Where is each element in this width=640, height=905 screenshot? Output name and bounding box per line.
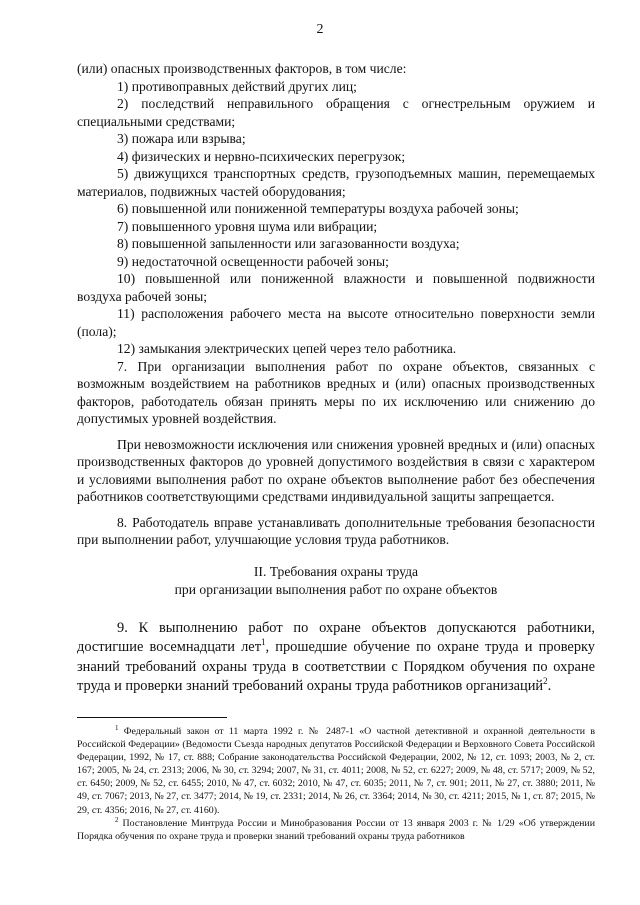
list-item-7: 7) повышенного уровня шума или вибрации; [117,218,378,234]
paragraph-continuation: (или) опасных производственных факторов, в том числе: [77,61,407,76]
list-item-11: 11) расположения рабочего места на высоте относительно поверхности земли (пола); [77,306,595,339]
footnote-1-mark: 1 [115,724,119,732]
footnote-ref-2: 2 [543,676,548,686]
section-subheading: при организации выполнения работ по охране объектов [174,581,498,597]
footnotes [77,725,595,843]
list-item-2: 2) последствий неправильного обращения с огнестрельным оружием и специальными средствами; [77,96,595,129]
paragraph-8: 8. Работодатель вправе устанавливать дополнительные требования безопасности при выполнении работ, улучшающие условия труда работников. [77,514,595,547]
list-item-1: 1) противоправных действий других лиц; [117,78,357,94]
list-item-12: 12) замыкания электрических цепей через тело работника. [117,341,457,356]
list-item-3: 3) пожара или взрыва; [117,131,246,146]
section-heading: II. Требования охраны труда [253,563,419,579]
footnote-ref-1: 1 [261,637,266,647]
main-text [77,60,595,697]
list-item-5: 5) движущихся транспортных средств, грузоподъемных машин, перемещаемых материалов, подвижных частей оборудования; [77,166,595,199]
footnote-1-text: Федеральный закон от 11 марта 1992 г. № 2487-1 «О частной детективной и охранной деятельности в Российской Федерации» (Ведомости Съезда народных депутатов Российской Федерации и Верховного Совета Российской Федерации, 1992, № 17, ст. 888; Собрание законодательства Российской Федерации, 2002, № 12, ст. 1093; 2003, № 2, ст. 167; 2005, № 24, ст. 2313; 2006, № 30, ст. 3294; 2007, № 31, ст. 4011; 2008, № 52, ст. 6227; 2009, № 48, ст. 5717; 2009, № 52, ст. 6450; 2009, № 52, ст. 6455; 2010, № 47, ст. 6032; 2010, № 47, ст. 6035; 2011, № 7, ст. 901; 2011, № 27, ст. 3880; 2011, № 49, ст. 7067; 2013, № 27, ст. 3477; 2014, № 19, ст. 2331; 2014, № 26, ст. 3364; 2014, № 30, ст. 4211; 2015, № 1, ст. 87; 2015, № 29, ст. 4356; 2016, № 27, ст. 4160). [77,726,595,816]
paragraph-7: 7. При организации выполнения работ по охране объектов, связанных с возможным воздействием на работников вредных и (или) опасных производственных факторов, работодатель обязан принять меры по их исключению или снижению до допустимых уровней воздействия. [77,358,595,426]
list-item-9: 9) недостаточной освещенности рабочей зоны; [117,253,389,269]
list-item-6: 6) повышенной или пониженной температуры воздуха рабочей зоны; [117,201,519,216]
paragraph-9 [77,619,595,697]
footnote-2 [77,817,595,843]
paragraph-9-text-a: 9. К выполнению работ по охране объектов допускаются работники, достигшие восемнадцати лет [77,619,595,655]
footnote-separator [77,717,227,718]
list-item-4: 4) физических и нервно-психических перегрузок; [117,148,406,164]
list-item-10: 10) повышенной или пониженной влажности и повышенной подвижности воздуха рабочей зоны; [77,271,595,304]
page-number: 2 [316,22,324,37]
paragraph-7-continued: При невозможности исключения или снижения уровней вредных и (или) опасных производственных факторов до уровней допустимого воздействия в связи с характером и условиями выполнения работ по охране объектов выполнение работ без обеспечения работников соответствующими средствами индивидуальной защиты запрещается. [77,436,595,504]
paragraph-9-text-c: . [547,678,552,694]
footnote-2-mark: 2 [115,815,119,824]
footnote-1 [77,725,595,817]
paragraph-9-text-b: , прошедшие обучение по охране труда и проверку знаний требований охраны труда в соответствии с Порядком обучения по охране труда и проверки знаний требований охраны труда работников организаций [77,639,596,694]
footnote-2-text: Постановление Минтруда России и Минобразования России от 13 января 2003 г. № 1/29 «Об утверждении Порядка обучения по охране труда и проверки знаний требований охраны труда работников [77,817,595,842]
list-item-8: 8) повышенной запыленности или загазованности воздуха; [117,236,460,251]
